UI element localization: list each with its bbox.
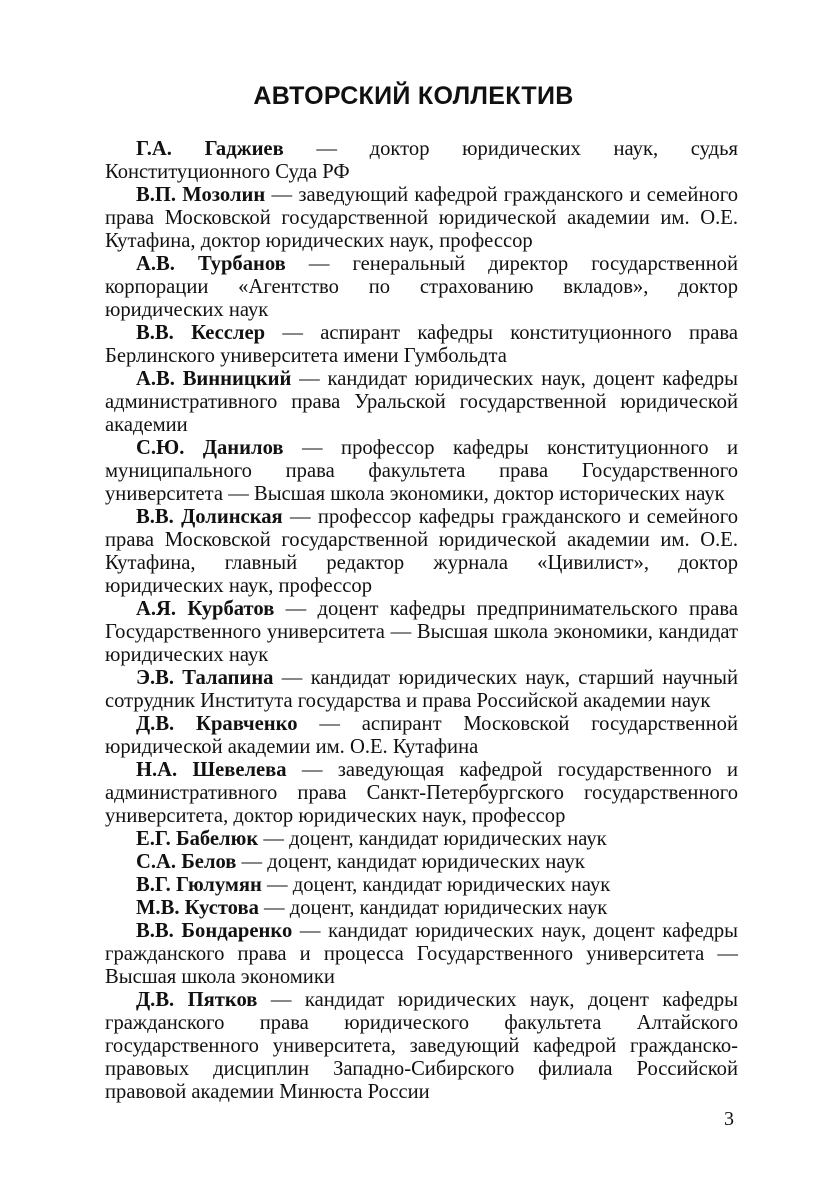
author-entry (105, 368, 738, 437)
author-entry (105, 920, 738, 989)
author-name: А.В. Винницкий (136, 368, 292, 390)
author-name: Д.В. Пятков (136, 989, 258, 1011)
author-description: — доцент, кандидат юридических наук (236, 851, 585, 873)
author-name: Г.А. Гаджиев (136, 138, 284, 160)
author-entry (105, 713, 738, 759)
author-description: — кандидат юридических наук, доцент кафедры административного права Уральской государственной юридической академии (105, 368, 738, 436)
author-entry (105, 598, 738, 667)
author-description: — генеральный директор государственной корпорации «Агентство по страхованию вкладов», доктор юридических наук (105, 253, 738, 321)
author-entry (105, 828, 738, 851)
author-entry (105, 897, 738, 920)
page-number: 3 (724, 1108, 734, 1130)
author-description: — аспирант кафедры конституционного права Берлинского университета имени Гумбольдта (105, 322, 738, 367)
author-name: В.В. Кесслер (136, 322, 266, 344)
author-entry (105, 851, 738, 874)
author-name: А.Я. Курбатов (136, 598, 275, 620)
author-name: В.В. Долинская (136, 506, 283, 528)
author-name: В.П. Мозолин (136, 184, 266, 206)
author-name: М.В. Кустова (136, 897, 259, 919)
author-description: — заведующая кафедрой государственного и административного права Санкт-Петербургского государственного университета, доктор юридических наук, профессор (105, 759, 738, 827)
author-entry (105, 138, 738, 184)
author-name: Н.А. Шевелева (136, 759, 287, 781)
author-description: — доцент, кандидат юридических наук (258, 897, 608, 919)
author-entry (105, 322, 738, 368)
author-description: — доцент кафедры предпринимательского права Государственного университета — Высшая школа экономики, кандидат юридических наук (105, 598, 738, 666)
author-list (105, 138, 738, 1104)
author-description: — аспирант Московской государственной юридической академии им. О.Е. Кутафина (105, 713, 739, 758)
author-entry (105, 506, 738, 598)
author-entry (105, 667, 738, 713)
author-description: — кандидат юридических наук, доцент кафедры гражданского права и процесса Государственного университета — Высшая школа экономики (105, 920, 739, 988)
page-title: АВТОРСКИЙ КОЛЛЕКТИВ (253, 82, 574, 110)
author-entry (105, 874, 738, 897)
author-description: — доцент, кандидат юридических наук (258, 828, 607, 850)
author-name: Е.Г. Бабелюк (136, 828, 259, 850)
author-description: — профессор кафедры гражданского и семейного права Московской государственной юридической академии им. О.Е. Кутафина, главный редактор журнала «Цивилист», доктор юридических наук, профессор (105, 506, 738, 597)
author-name: Э.В. Талапина (136, 667, 274, 689)
author-name: Д.В. Кравченко (136, 713, 298, 735)
author-entry (105, 437, 738, 506)
author-entry (105, 184, 738, 253)
author-name: В.В. Бондаренко (136, 920, 293, 942)
author-entry (105, 253, 738, 322)
author-description: — доктор юридических наук, судья Конституционного Суда РФ (105, 138, 738, 183)
author-description: — кандидат юридических наук, доцент кафедры гражданского права юридического факультета Алтайского государственного университета, заведующий кафедрой гражданско-правовых дисциплин Западно-Сибирского филиала Российской правовой академии Минюста России (105, 989, 739, 1103)
author-description: — доцент, кандидат юридических наук (261, 874, 611, 896)
author-description: — кандидат юридических наук, старший научный сотрудник Института государства и права Российской академии наук (105, 667, 738, 712)
author-name: С.Ю. Данилов (136, 437, 284, 459)
author-name: А.В. Турбанов (136, 253, 286, 275)
author-entry (105, 759, 738, 828)
author-name: С.А. Белов (136, 851, 237, 873)
author-entry (105, 989, 738, 1104)
author-description: — заведующий кафедрой гражданского и семейного права Московской государственной юридической академии им. О.Е. Кутафина, доктор юридических наук, профессор (105, 184, 738, 252)
author-description: — профессор кафедры конституционного и муниципального права факультета права Государственного университета — Высшая школа экономики, доктор исторических наук (105, 437, 738, 505)
author-name: В.Г. Гюлумян (136, 874, 262, 896)
